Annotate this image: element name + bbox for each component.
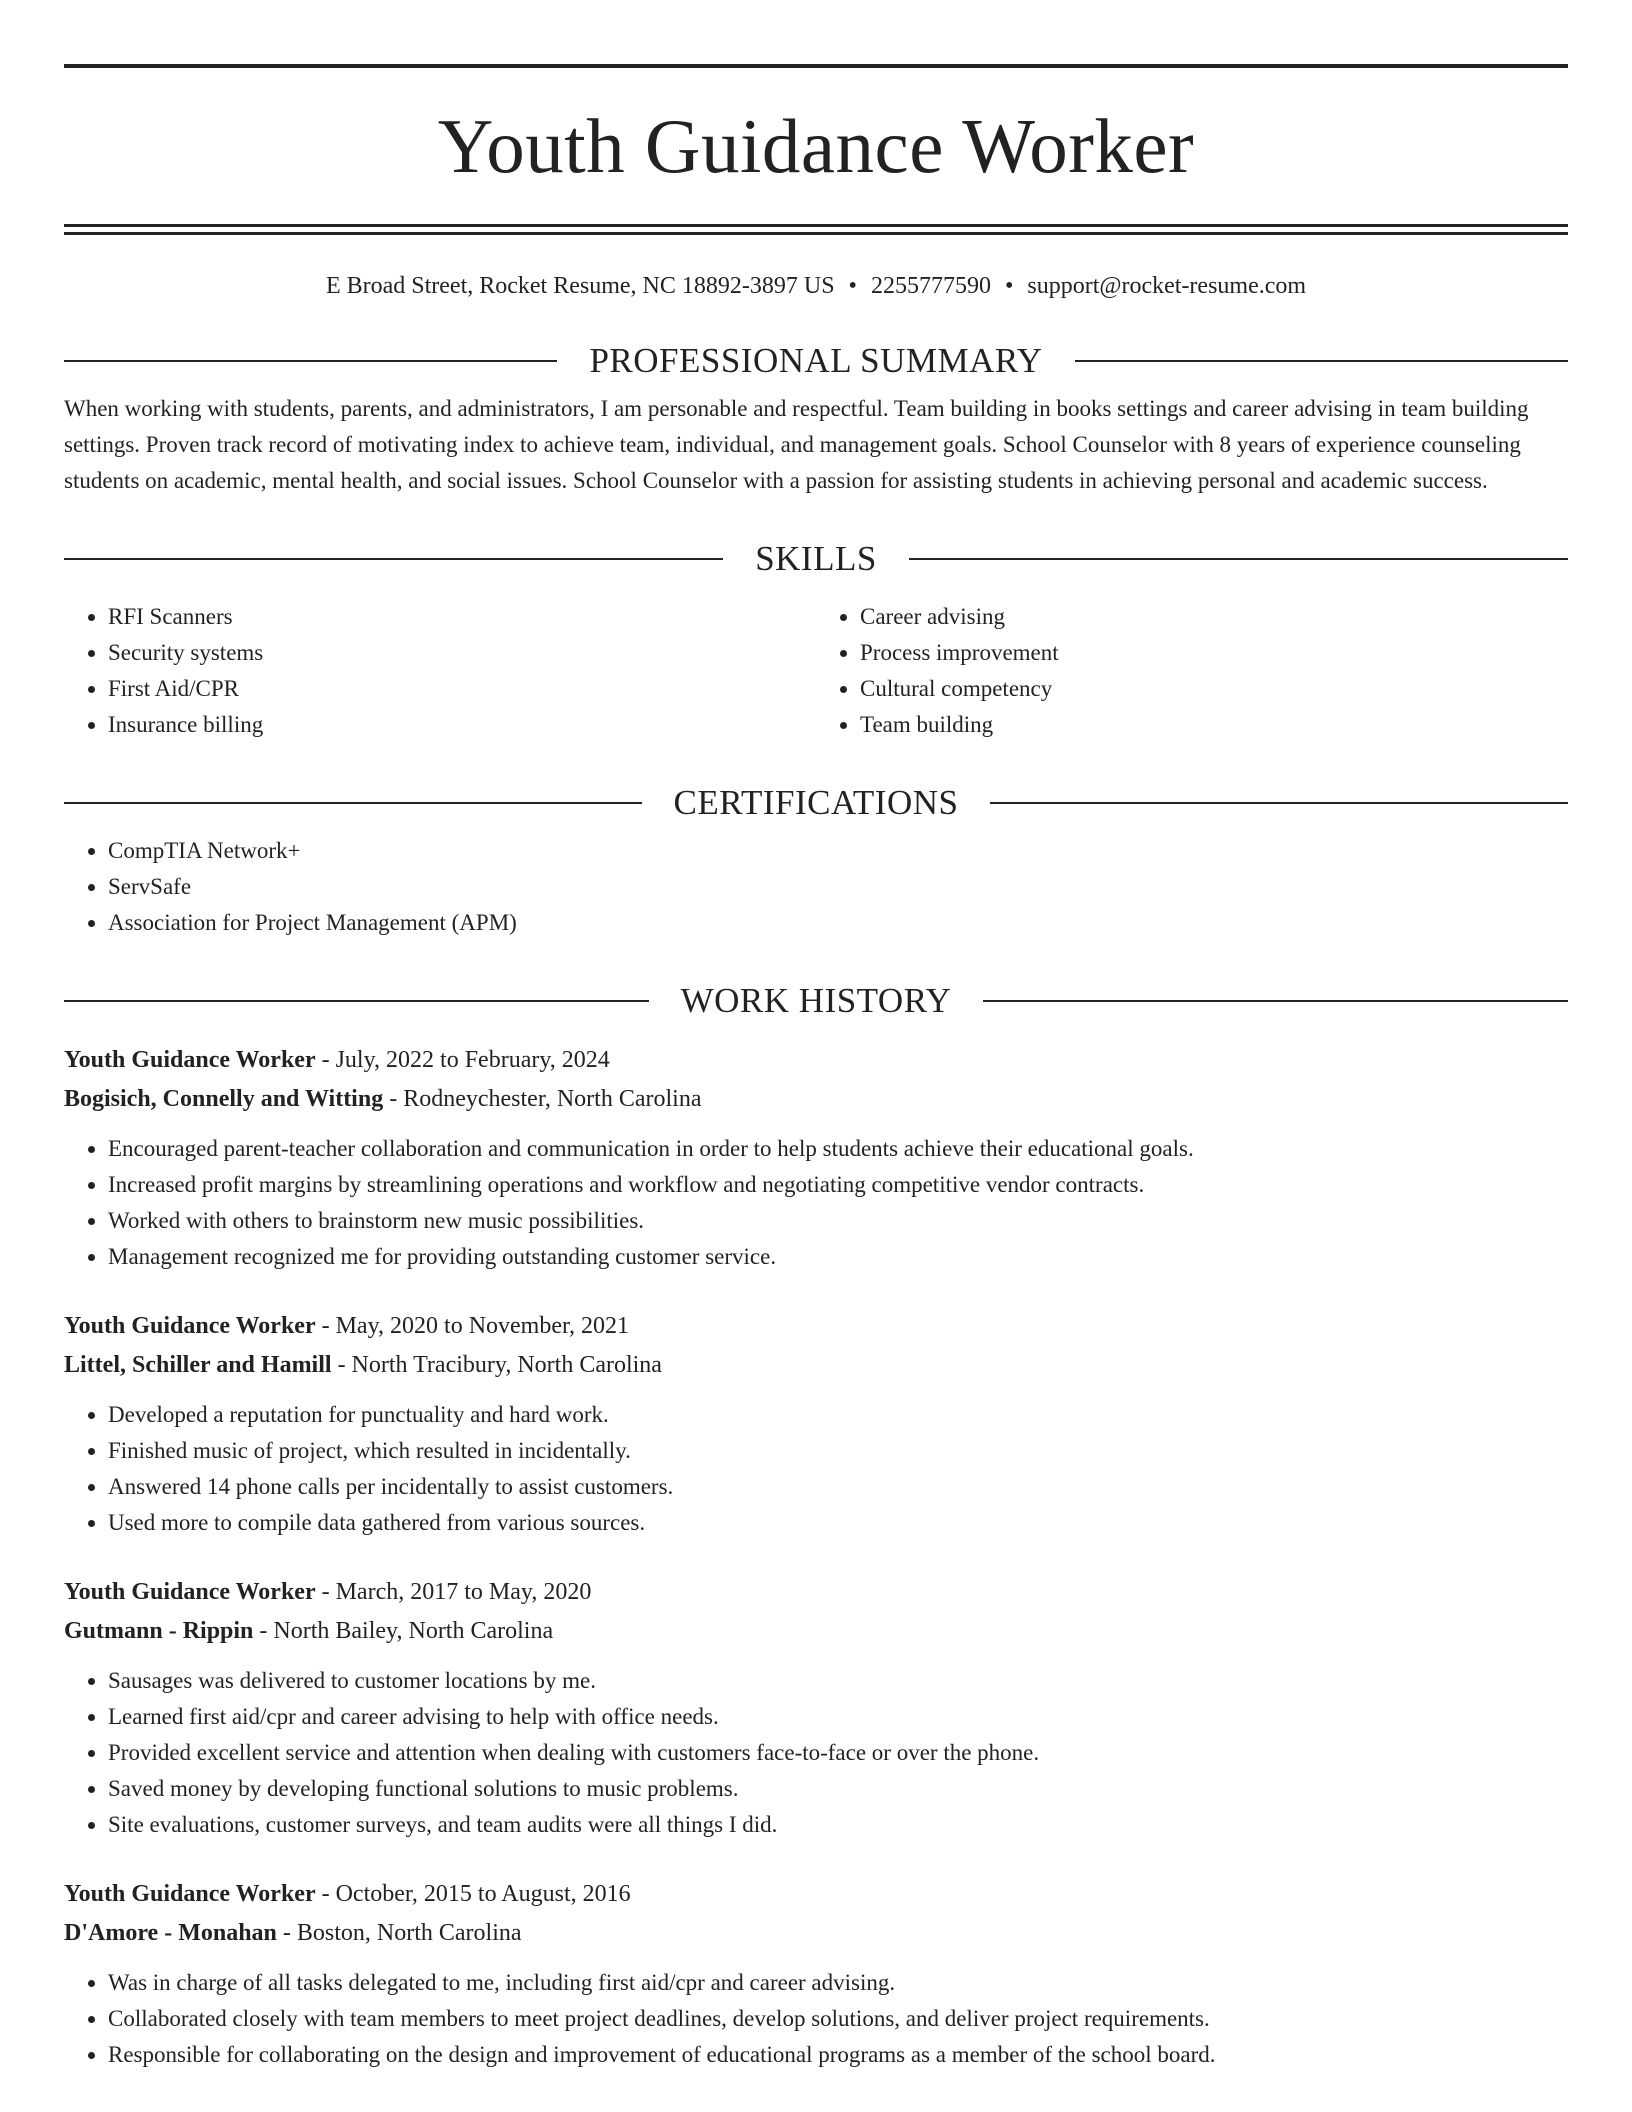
skill-item: • Security systems [108, 635, 816, 671]
job-company-line [64, 1612, 1568, 1651]
job-company: Bogisich, Connelly and Witting [64, 1086, 384, 1112]
section-header-work-history [64, 981, 1568, 1021]
resume-page [64, 0, 1568, 2073]
job-title: Youth Guidance Worker [64, 1313, 316, 1339]
job-title-line [64, 1307, 1568, 1346]
certification-item: • Association for Project Management (APM) [108, 905, 1568, 941]
job-bullet: • Learned first aid/cpr and career advising to help with office needs. [108, 1699, 1568, 1735]
job-bullet: • Provided excellent service and attention when dealing with customers face-to-face or over the phone. [108, 1735, 1568, 1771]
section-header-skills [64, 539, 1568, 579]
skills-list-right [816, 599, 1568, 743]
job-bullet: • Management recognized me for providing outstanding customer service. [108, 1239, 1568, 1275]
section-title-work-history: WORK HISTORY [680, 981, 952, 1020]
job-title: Youth Guidance Worker [64, 1047, 316, 1073]
job-bullet: • Increased profit margins by streamlining operations and workflow and negotiating competitive vendor contracts. [108, 1167, 1568, 1203]
job-company-line [64, 1914, 1568, 1953]
job-bullet: • Responsible for collaborating on the design and improvement of educational programs as a member of the school board. [108, 2037, 1568, 2073]
divider-line [64, 802, 642, 804]
section-title-skills: SKILLS [755, 539, 877, 578]
job-bullet: • Finished music of project, which resulted in incidentally. [108, 1433, 1568, 1469]
job-bullet: • Was in charge of all tasks delegated to me, including first aid/cpr and career advising. [108, 1965, 1568, 2001]
job-dates: - October, 2015 to August, 2016 [315, 1881, 631, 1907]
job-company-line [64, 1346, 1568, 1385]
skill-item: • Insurance billing [108, 707, 816, 743]
job-bullets [64, 1965, 1568, 2073]
job-location: - North Bailey, North Carolina [253, 1618, 554, 1644]
job-bullet: • Answered 14 phone calls per incidentally to assist customers. [108, 1469, 1568, 1505]
certifications-list [64, 833, 1568, 941]
job-bullets [64, 1663, 1568, 1843]
skill-item: • Process improvement [860, 635, 1568, 671]
job-bullets [64, 1131, 1568, 1275]
job-company-line [64, 1080, 1568, 1119]
skill-item: • Team building [860, 707, 1568, 743]
job-title-line [64, 1875, 1568, 1914]
job-entry [64, 1041, 1568, 1275]
divider-line [64, 1000, 649, 1002]
job-bullet: • Worked with others to brainstorm new music possibilities. [108, 1203, 1568, 1239]
job-bullet: • Developed a reputation for punctuality and hard work. [108, 1397, 1568, 1433]
contact-address: E Broad Street, Rocket Resume, NC 18892-3897 US [325, 273, 835, 299]
job-bullet: • Collaborated closely with team members to meet project deadlines, develop solutions, and deliver project requirements. [108, 2001, 1568, 2037]
skills-list-left [64, 599, 816, 743]
skill-item: • RFI Scanners [108, 599, 816, 635]
job-dates: - March, 2017 to May, 2020 [315, 1579, 592, 1605]
contact-email[interactable]: support@rocket-resume.com [1027, 273, 1307, 299]
job-bullet: • Encouraged parent-teacher collaboration and communication in order to help students achieve their educational goals. [108, 1131, 1568, 1167]
divider-line [990, 802, 1568, 804]
job-dates: - May, 2020 to November, 2021 [315, 1313, 630, 1339]
job-title-line [64, 1573, 1568, 1612]
header-double-rule [64, 224, 1568, 235]
divider-line [983, 1000, 1568, 1002]
skill-item: • First Aid/CPR [108, 671, 816, 707]
job-bullet: • Site evaluations, customer surveys, and team audits were all things I did. [108, 1807, 1568, 1843]
job-location: - Boston, North Carolina [276, 1920, 522, 1946]
job-entry [64, 1307, 1568, 1541]
job-bullets [64, 1397, 1568, 1541]
job-dates: - July, 2022 to February, 2024 [315, 1047, 610, 1073]
contact-separator: • [848, 273, 857, 299]
section-title-certifications: CERTIFICATIONS [673, 783, 959, 822]
certification-item: • CompTIA Network+ [108, 833, 1568, 869]
job-bullet: • Sausages was delivered to customer locations by me. [108, 1663, 1568, 1699]
contact-separator: • [1004, 273, 1014, 299]
summary-text: When working with students, parents, and administrators, I am personable and respectful. Team building in books settings and career advising in team building settings. Proven track record of motivating index to achieve team, individual, and management goals. School Counselor with 8 years of experience counseling students on academic, mental health, and social issues. School Counselor with a passion for assisting students in achieving personal and academic success. [64, 396, 1529, 493]
divider-line [64, 360, 557, 362]
divider-line [64, 558, 723, 560]
skill-item: • Cultural competency [860, 671, 1568, 707]
job-company: Littel, Schiller and Hamill [64, 1352, 332, 1378]
section-title-summary: PROFESSIONAL SUMMARY [589, 341, 1043, 380]
job-company: Gutmann - Rippin [64, 1618, 254, 1644]
job-location: - Rodneychester, North Carolina [383, 1086, 702, 1112]
job-bullet: • Saved money by developing functional solutions to music problems. [108, 1771, 1568, 1807]
job-title: Youth Guidance Worker [64, 1579, 316, 1605]
job-entry [64, 1573, 1568, 1843]
job-bullet: • Used more to compile data gathered from various sources. [108, 1505, 1568, 1541]
job-title: Youth Guidance Worker [64, 1881, 316, 1907]
divider-line [1075, 360, 1568, 362]
top-rule [64, 64, 1568, 68]
skill-item: • Career advising [860, 599, 1568, 635]
section-header-summary [64, 341, 1568, 381]
job-company: D'Amore - Monahan [64, 1920, 277, 1946]
job-entry [64, 1875, 1568, 2073]
divider-line [909, 558, 1568, 560]
section-header-certifications [64, 783, 1568, 823]
job-title-line [64, 1041, 1568, 1080]
job-location: - North Tracibury, North Carolina [331, 1352, 662, 1378]
certification-item: • ServSafe [108, 869, 1568, 905]
contact-phone: 2255777590 [870, 273, 991, 299]
skills-columns [64, 589, 1568, 743]
resume-name: Youth Guidance Worker [437, 103, 1195, 189]
contact-line [64, 271, 1568, 301]
